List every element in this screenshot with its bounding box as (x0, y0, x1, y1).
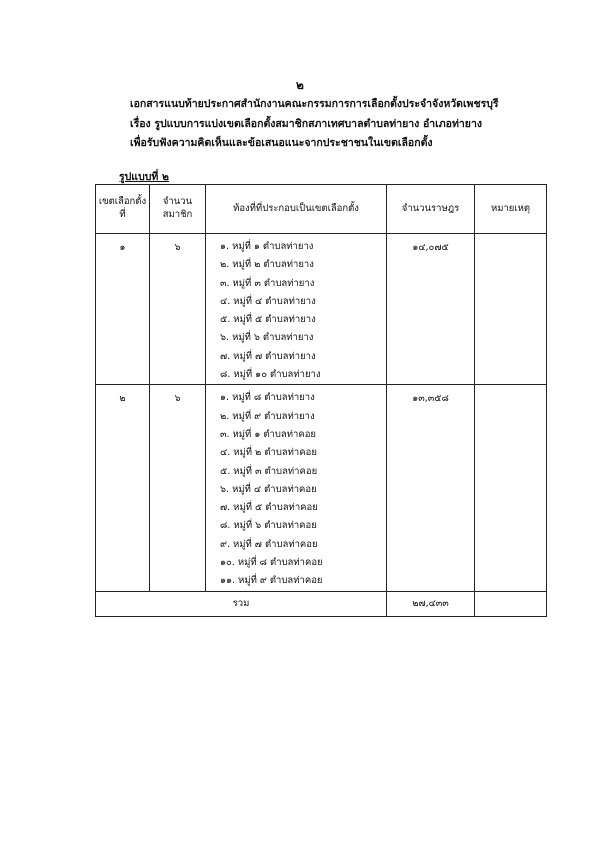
area-item: ๑๐. หมู่ที่ ๘ ตำบลท่าคอย (220, 557, 323, 569)
area-item: ๘. หมู่ที่ ๑๐ ตำบลท่ายาง (220, 369, 321, 381)
total-label: รวม (96, 591, 387, 616)
area-list (206, 234, 387, 385)
area-list (206, 385, 387, 591)
note-cell (475, 234, 547, 385)
area-item: ๕. หมู่ที่ ๕ ตำบลท่ายาง (220, 314, 316, 326)
district-number: ๒ (96, 385, 150, 591)
header-areas: ท้องที่ที่ประกอบเป็นเขตเลือกตั้ง (206, 185, 387, 234)
header-district: เขตเลือกตั้งที่ (96, 185, 150, 234)
form-label: รูปแบบที่ ๒ (119, 171, 169, 183)
table-total-row (96, 591, 547, 616)
area-item: ๔. หมู่ที่ ๒ ตำบลท่าคอย (220, 447, 317, 459)
header-members: จำนวนสมาชิก (150, 185, 206, 234)
area-item: ๕. หมู่ที่ ๓ ตำบลท่าคอย (220, 465, 318, 477)
member-count: ๖ (150, 385, 206, 591)
population-value: ๑๔,๐๗๕ (387, 234, 475, 385)
area-item: ๖. หมู่ที่ ๖ ตำบลท่ายาง (220, 332, 314, 344)
districts-table (95, 184, 547, 617)
total-note-cell (475, 591, 547, 616)
area-item: ๔. หมู่ที่ ๔ ตำบลท่ายาง (220, 295, 316, 307)
area-item: ๘. หมู่ที่ ๖ ตำบลท่าคอย (220, 520, 317, 532)
total-population: ๒๗,๔๓๓ (387, 591, 475, 616)
header-population: จำนวนราษฎร (387, 185, 475, 234)
area-item: ๗. หมู่ที่ ๗ ตำบลท่ายาง (220, 350, 316, 362)
population-value: ๑๓,๓๕๘ (387, 385, 475, 591)
area-item: ๖. หมู่ที่ ๔ ตำบลท่าคอย (220, 483, 317, 495)
document-title: เอกสารแนบท้ายประกาศสำนักงานคณะกรรมการการเลือกตั้งประจำจังหวัดเพชรบุรี (130, 98, 499, 110)
area-item: ๒. หมู่ที่ ๙ ตำบลท่ายาง (220, 410, 315, 422)
area-item: ๑. หมู่ที่ ๘ ตำบลท่ายาง (220, 392, 315, 404)
area-item: ๓. หมู่ที่ ๑ ตำบลท่าคอย (220, 428, 316, 440)
table-header-row (96, 185, 547, 234)
document-purpose: เพื่อรับฟังความคิดเห็นและข้อเสนอแนะจากประชาชนในเขตเลือกตั้ง (130, 137, 433, 149)
district-number: ๑ (96, 234, 150, 385)
table-row-district-1 (96, 234, 547, 385)
area-item: ๑๑. หมู่ที่ ๙ ตำบลท่าคอย (220, 575, 323, 587)
area-item: ๓. หมู่ที่ ๓ ตำบลท่ายาง (220, 277, 315, 289)
area-item: ๗. หมู่ที่ ๕ ตำบลท่าคอย (220, 502, 318, 514)
area-item: ๒. หมู่ที่ ๒ ตำบลท่ายาง (220, 259, 314, 271)
header-note: หมายเหตุ (475, 185, 547, 234)
table-row-district-2 (96, 385, 547, 591)
area-item: ๙. หมู่ที่ ๗ ตำบลท่าคอย (220, 538, 318, 550)
note-cell (475, 385, 547, 591)
member-count: ๖ (150, 234, 206, 385)
page-number: ๒ (296, 78, 304, 92)
document-subject: เรื่อง รูปแบบการแบ่งเขตเลือกตั้งสมาชิกสภาเทศบาลตำบลท่ายาง อำเภอท่ายาง (130, 118, 482, 130)
area-item: ๑. หมู่ที่ ๑ ตำบลท่ายาง (220, 241, 314, 252)
